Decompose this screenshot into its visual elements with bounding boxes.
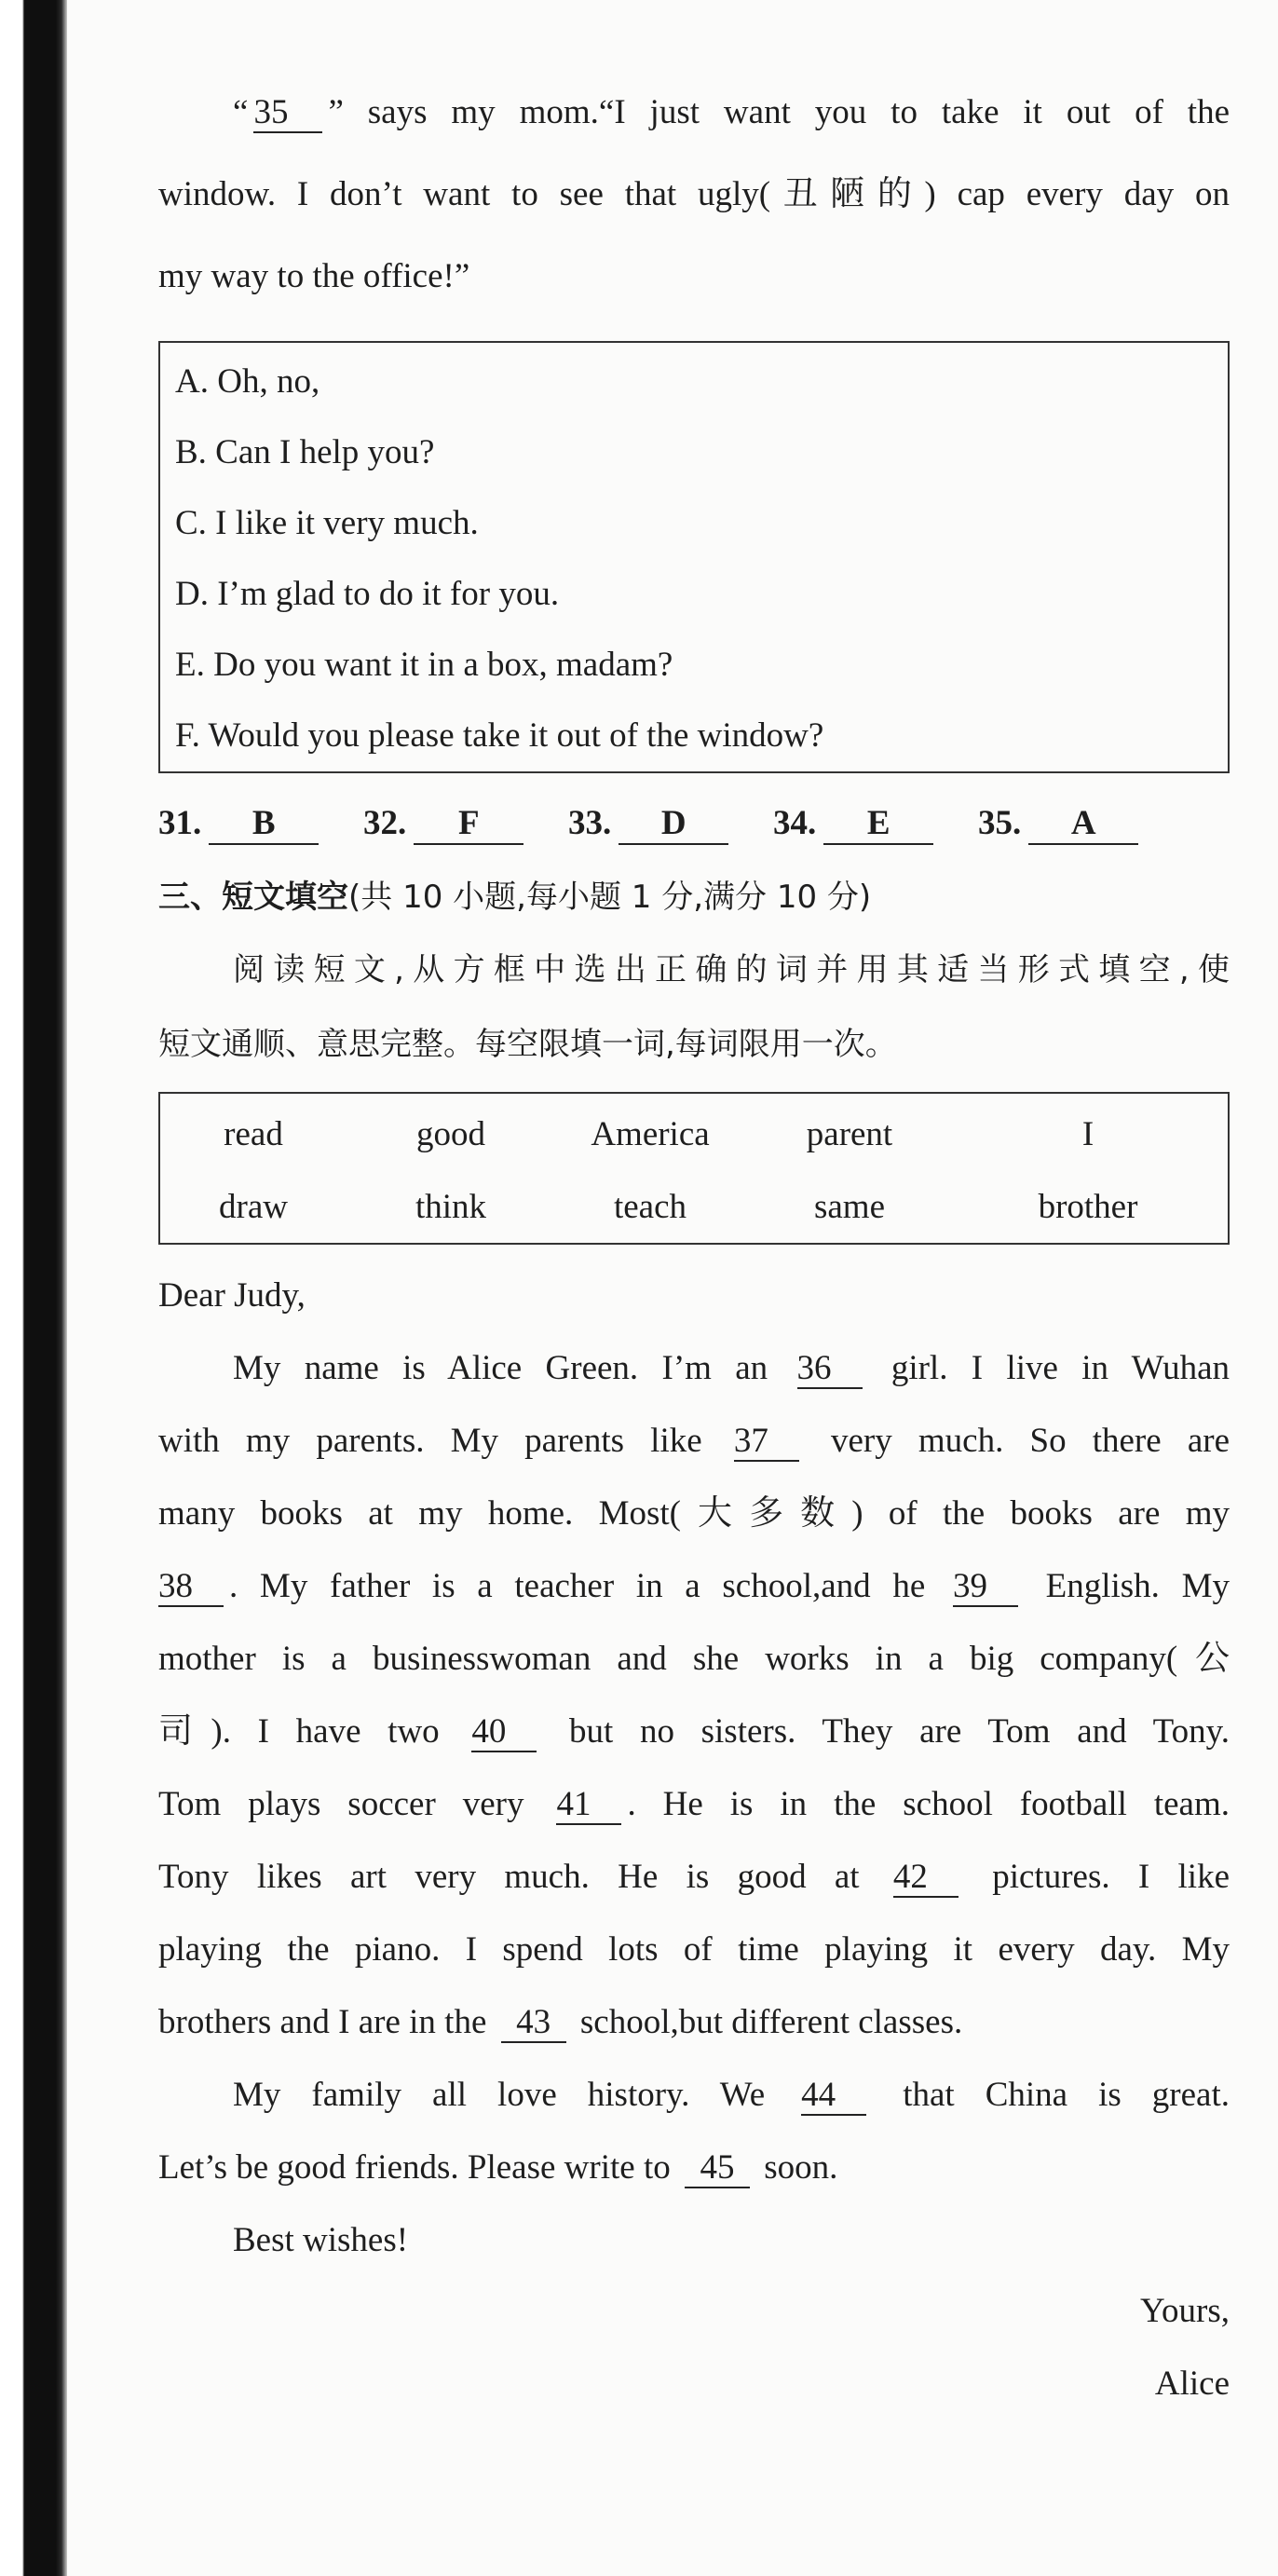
- letter-line: My family all love history. We 44 that China is great.: [233, 2076, 1230, 2114]
- word-item: think: [415, 1188, 487, 1226]
- word-item: read: [224, 1115, 283, 1153]
- section-instruction: 短文通顺、意思完整。每空限填一词,每词限用一次。: [158, 1026, 897, 1063]
- letter-line: 司). I have two 40 but no sisters. They are Tom and Tony.: [158, 1712, 1230, 1751]
- option-b: B. Can I help you?: [175, 433, 435, 471]
- word-item: teach: [613, 1188, 687, 1226]
- letter-line: Tony likes art very much. He is good at 42 pictures. I like: [158, 1858, 1230, 1896]
- letter-line: My name is Alice Green. I’m an 36 girl. I live in Wuhan: [233, 1349, 1230, 1387]
- option-c: C. I like it very much.: [175, 504, 479, 542]
- letter-yours: Yours,: [1140, 2292, 1230, 2330]
- answer-blank-45[interactable]: 45: [685, 2149, 750, 2188]
- answer-blank-44[interactable]: 44: [801, 2077, 866, 2116]
- answer-blank-39[interactable]: 39: [953, 1568, 1018, 1607]
- word-item: good: [416, 1115, 485, 1153]
- answer-31: 31. B: [158, 803, 319, 845]
- answer-blank-38[interactable]: 38: [158, 1568, 224, 1607]
- answer-blank-36[interactable]: 36: [797, 1350, 863, 1389]
- option-d: D. I’m glad to do it for you.: [175, 575, 560, 613]
- answer-34: 34. E: [773, 803, 933, 845]
- passage-line: window. I don’t want to see that ugly(丑陋的) cap every day on: [158, 175, 1230, 213]
- answer-blank-43[interactable]: 43: [501, 2004, 566, 2043]
- answer-32: 32. F: [363, 803, 523, 845]
- book-binding-edge: [0, 0, 67, 2576]
- word-item: I: [1081, 1115, 1094, 1153]
- letter-line: Tom plays soccer very 41 . He is in the school football team.: [158, 1785, 1230, 1823]
- letter-line: playing the piano. I spend lots of time playing it every day. My: [158, 1930, 1230, 1969]
- letter-line: with my parents. My parents like 37 very much. So there are: [158, 1422, 1230, 1460]
- answer-35: 35. A: [978, 803, 1138, 845]
- letter-closing: Best wishes!: [233, 2221, 409, 2259]
- answer-blank-37[interactable]: 37: [734, 1423, 799, 1462]
- letter-line: brothers and I are in the 43 school,but different classes.: [158, 2003, 963, 2041]
- answer-33: 33. D: [568, 803, 728, 845]
- section-instruction: 阅读短文,从方框中选出正确的词并用其适当形式填空,使: [233, 951, 1230, 988]
- letter-greeting: Dear Judy,: [158, 1276, 306, 1315]
- word-item: parent: [806, 1115, 893, 1153]
- answer-blank-40[interactable]: 40: [471, 1713, 537, 1752]
- word-item: draw: [219, 1188, 288, 1226]
- word-box: [158, 1092, 1230, 1245]
- word-item: brother: [1038, 1188, 1138, 1226]
- answer-row: [158, 803, 1230, 850]
- letter-signature: Alice: [1154, 2365, 1230, 2403]
- option-e: E. Do you want it in a box, madam?: [175, 646, 673, 684]
- letter-line: many books at my home. Most(大多数) of the books are my: [158, 1494, 1230, 1533]
- option-f: F. Would you please take it out of the window?: [175, 716, 824, 755]
- options-box: [158, 341, 1230, 773]
- word-item: America: [591, 1115, 710, 1153]
- letter-line: Let’s be good friends. Please write to 45 soon.: [158, 2148, 838, 2187]
- word-item: same: [813, 1188, 886, 1226]
- option-a: A. Oh, no,: [175, 362, 320, 401]
- letter-line: mother is a businesswoman and she works in a big company(公: [158, 1640, 1230, 1678]
- answer-blank-35[interactable]: 35: [253, 94, 322, 133]
- letter-line: 38 . My father is a teacher in a school,and he 39 English. My: [158, 1567, 1230, 1605]
- passage-line: “ 35 ” says my mom.“I just want you to take it out of the: [233, 93, 1230, 131]
- answer-blank-42[interactable]: 42: [893, 1859, 958, 1898]
- answer-blank-41[interactable]: 41: [556, 1786, 621, 1825]
- passage-line: my way to the office!”: [158, 257, 470, 295]
- section-heading: 三、短文填空(共 10 小题,每小题 1 分,满分 10 分): [158, 879, 872, 916]
